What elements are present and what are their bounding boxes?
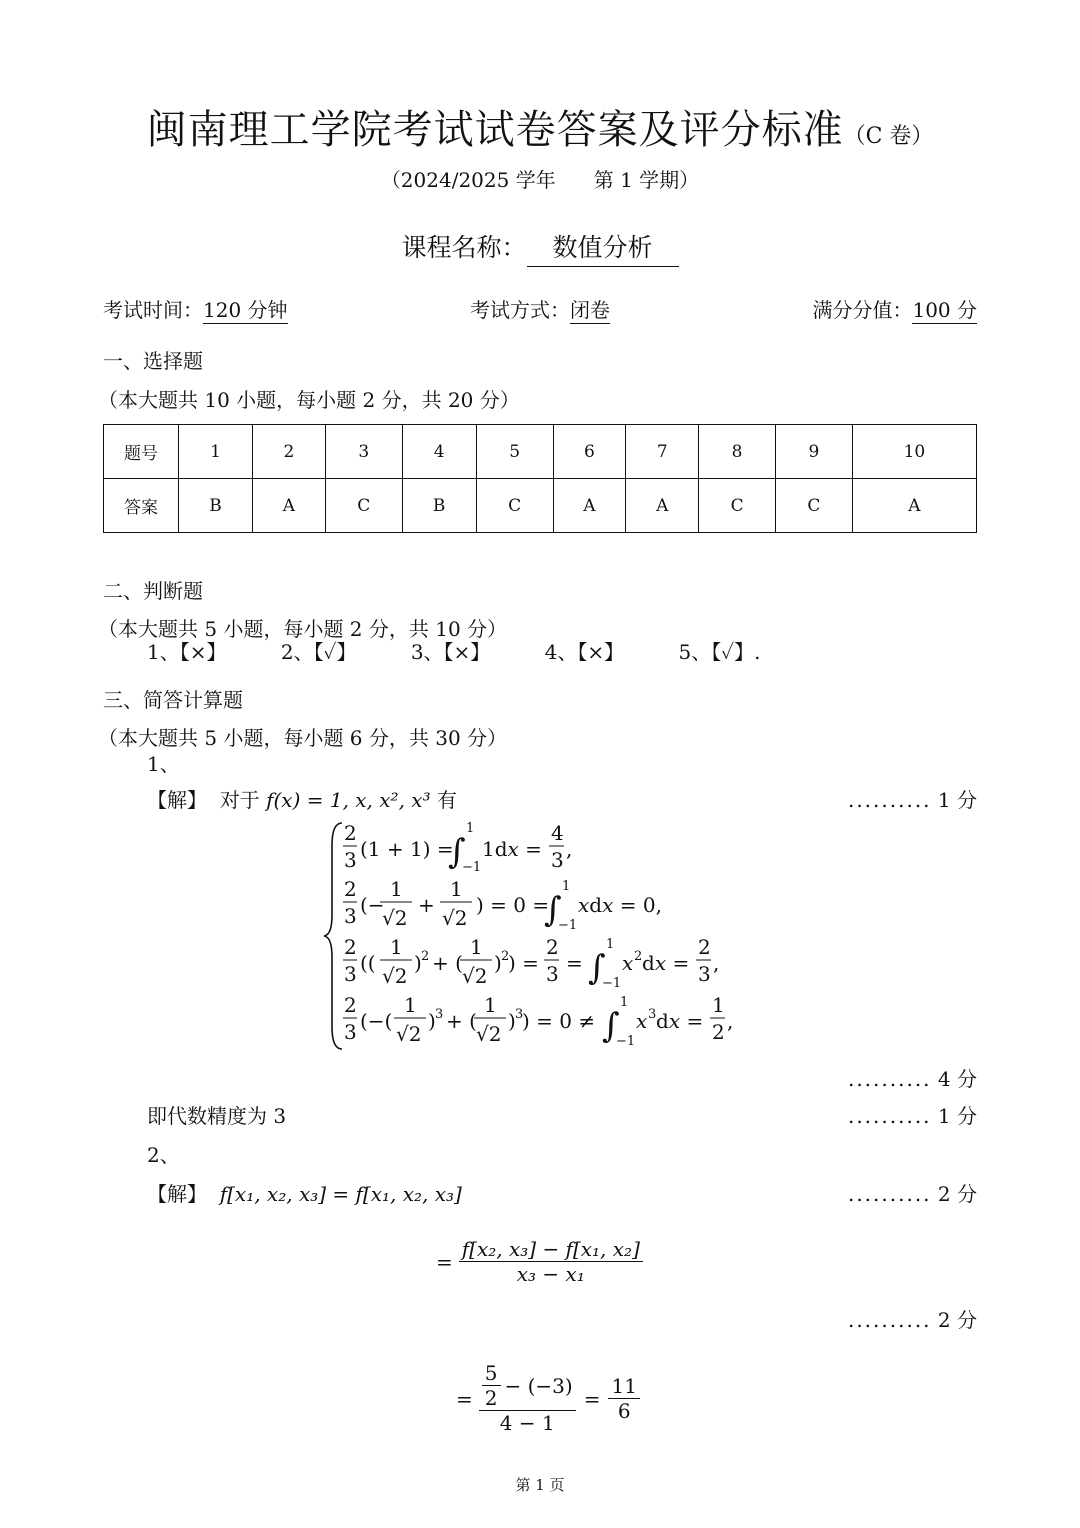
solution-label: 【解】 bbox=[147, 1182, 207, 1206]
score-mark: .......... 2 分 bbox=[847, 1308, 977, 1332]
answer-table bbox=[103, 424, 977, 533]
table-cell: 2 bbox=[253, 425, 326, 479]
svg-text:dx =: dx = bbox=[642, 951, 690, 975]
function-list: f(x) = 1, x, x², x³ bbox=[266, 788, 431, 812]
judgement-item: 4、【×】 bbox=[544, 640, 625, 664]
solution-intro-text: 对于 bbox=[219, 788, 260, 812]
svg-text:∫: ∫ bbox=[588, 948, 606, 988]
section2-title: 二、判断题 bbox=[103, 579, 203, 603]
svg-text:,: , bbox=[713, 951, 720, 975]
svg-text:2: 2 bbox=[344, 877, 357, 901]
year-text: （2024/2025 学年 bbox=[380, 168, 556, 192]
table-header-number: 题号 bbox=[104, 425, 179, 479]
svg-text:+ (: + ( bbox=[446, 1009, 477, 1033]
title-main: 闽南理工学院考试试卷答案及评分标准 bbox=[146, 107, 844, 153]
svg-text:2: 2 bbox=[344, 935, 357, 959]
svg-text:): ) bbox=[494, 951, 502, 975]
svg-text:−1: −1 bbox=[462, 860, 482, 875]
svg-text:) =: ) = bbox=[508, 951, 539, 975]
quadrature-equation-system bbox=[322, 815, 752, 1057]
exam-time bbox=[103, 294, 288, 323]
svg-text:(−(: (−( bbox=[360, 1009, 393, 1033]
svg-text:2: 2 bbox=[698, 935, 711, 959]
table-cell: 6 bbox=[553, 425, 626, 479]
svg-text:√2: √2 bbox=[382, 964, 408, 988]
exam-time-value: 120 分钟 bbox=[203, 298, 288, 322]
svg-text:xdx = 0,: xdx = 0, bbox=[578, 893, 662, 917]
table-cell: B bbox=[179, 479, 253, 533]
svg-text:1: 1 bbox=[450, 877, 463, 901]
svg-text:3: 3 bbox=[344, 848, 357, 872]
svg-text:√2: √2 bbox=[396, 1022, 422, 1046]
svg-text:3: 3 bbox=[546, 962, 559, 986]
question1-number: 1、 bbox=[147, 752, 180, 776]
judgement-item: 2、【✓】 bbox=[280, 640, 357, 664]
term-text: 第 1 学期） bbox=[593, 168, 700, 192]
svg-text:2: 2 bbox=[344, 821, 357, 845]
judgement-answers bbox=[147, 636, 809, 665]
full-score bbox=[812, 294, 977, 323]
svg-text:−1: −1 bbox=[602, 976, 622, 991]
table-cell: A bbox=[553, 479, 626, 533]
svg-text:3: 3 bbox=[344, 904, 357, 928]
table-cell: 5 bbox=[476, 425, 553, 479]
solution-have-text: 有 bbox=[436, 788, 457, 812]
table-cell: B bbox=[402, 479, 476, 533]
table-cell: 8 bbox=[699, 425, 776, 479]
table-cell: 10 bbox=[852, 425, 976, 479]
svg-text:−1: −1 bbox=[616, 1034, 636, 1049]
table-cell: C bbox=[476, 479, 553, 533]
section1-title: 一、选择题 bbox=[103, 349, 203, 373]
svg-text:+: + bbox=[418, 893, 435, 917]
svg-text:((: (( bbox=[360, 951, 376, 975]
svg-text:√2: √2 bbox=[462, 964, 488, 988]
exam-mode-label: 考试方式： bbox=[470, 298, 570, 322]
table-cell: C bbox=[776, 479, 853, 533]
section3-note: （本大题共 5 小题，每小题 6 分，共 30 分） bbox=[98, 726, 508, 750]
svg-text:1: 1 bbox=[390, 935, 403, 959]
svg-text:1: 1 bbox=[484, 993, 497, 1017]
svg-text:1: 1 bbox=[466, 821, 475, 836]
svg-text:3: 3 bbox=[435, 1007, 444, 1022]
svg-text:) = 0 ≠: ) = 0 ≠ bbox=[522, 1009, 596, 1033]
svg-text:2: 2 bbox=[634, 949, 643, 964]
svg-text:(1 + 1) =: (1 + 1) = bbox=[360, 837, 454, 861]
svg-text:2: 2 bbox=[501, 949, 510, 964]
course-label: 课程名称： bbox=[401, 233, 527, 262]
exam-mode bbox=[470, 294, 610, 323]
svg-text:3: 3 bbox=[648, 1007, 657, 1022]
svg-text:): ) bbox=[414, 951, 422, 975]
page-number: 第 1 页 bbox=[515, 1476, 565, 1494]
svg-text:2: 2 bbox=[344, 993, 357, 1017]
divided-difference-formula: = $\frac{\text{f[x₂, x₃] − f[x₁, x₂]}}{\text{x₃ − x₁}}$ bbox=[436, 1238, 643, 1286]
table-cell: 7 bbox=[626, 425, 699, 479]
table-row-numbers bbox=[104, 425, 977, 479]
full-score-label: 满分分值： bbox=[812, 298, 913, 322]
fraction-denominator: 4 − 1 bbox=[499, 1411, 555, 1435]
svg-text:): ) bbox=[428, 1009, 436, 1033]
svg-text:1: 1 bbox=[562, 879, 571, 894]
result-fraction: $\frac{11}{6}$ bbox=[608, 1375, 639, 1423]
score-mark: .......... 2 分 bbox=[847, 1182, 977, 1206]
svg-text:1: 1 bbox=[470, 935, 483, 959]
inner-fraction: $\frac{5}{2}$ bbox=[482, 1362, 501, 1410]
academic-year bbox=[0, 164, 1080, 193]
judgement-item: 5、【✓】. bbox=[678, 640, 761, 664]
svg-text:): ) bbox=[508, 1009, 516, 1033]
score-mark: .......... 1 分 bbox=[847, 788, 977, 812]
svg-text:∫: ∫ bbox=[448, 832, 466, 872]
table-cell: 1 bbox=[179, 425, 253, 479]
svg-text:,: , bbox=[727, 1009, 734, 1033]
exam-time-label: 考试时间： bbox=[103, 298, 203, 322]
svg-text:) = 0 =: ) = 0 = bbox=[476, 893, 550, 917]
judgement-item: 1、【×】 bbox=[147, 640, 227, 664]
svg-text:1dx =: 1dx = bbox=[482, 837, 542, 861]
table-cell: A bbox=[626, 479, 699, 533]
svg-text:−1: −1 bbox=[558, 918, 578, 933]
score-mark: .......... 4 分 bbox=[847, 1067, 977, 1091]
question1-conclusion: 即代数精度为 3 bbox=[147, 1104, 287, 1128]
svg-text:dx =: dx = bbox=[656, 1009, 704, 1033]
svg-text:3: 3 bbox=[698, 962, 711, 986]
table-cell: A bbox=[852, 479, 976, 533]
fraction-numerator: $\frac{5}{2}$ − (−3) bbox=[479, 1362, 576, 1411]
score-mark: .......... 1 分 bbox=[847, 1104, 977, 1128]
course-line bbox=[0, 228, 1080, 267]
svg-text:3: 3 bbox=[344, 1020, 357, 1044]
svg-text:1: 1 bbox=[390, 877, 403, 901]
judgement-item: 3、【×】 bbox=[410, 640, 491, 664]
question2-number: 2、 bbox=[147, 1143, 180, 1167]
svg-text:2: 2 bbox=[546, 935, 559, 959]
svg-text:∫: ∫ bbox=[602, 1006, 620, 1046]
solution-label: 【解】 bbox=[147, 788, 207, 812]
section1-note: （本大题共 10 小题，每小题 2 分，共 20 分） bbox=[98, 388, 520, 412]
section3-title: 三、简答计算题 bbox=[103, 688, 243, 712]
svg-text:3: 3 bbox=[551, 848, 564, 872]
question2-solution bbox=[147, 1178, 462, 1207]
svg-text:1: 1 bbox=[404, 993, 417, 1017]
svg-text:1: 1 bbox=[712, 993, 725, 1017]
table-header-answer: 答案 bbox=[104, 479, 179, 533]
svg-text:1: 1 bbox=[620, 995, 629, 1010]
table-cell: 4 bbox=[402, 425, 476, 479]
title-suffix: （C 卷） bbox=[843, 124, 934, 149]
svg-text:(−: (− bbox=[360, 893, 385, 917]
fraction-numerator: f[x₂, x₃] − f[x₁, x₂] bbox=[459, 1238, 643, 1262]
fraction bbox=[479, 1362, 576, 1435]
svg-text:=: = bbox=[566, 951, 583, 975]
fraction bbox=[459, 1238, 643, 1286]
svg-text:√2: √2 bbox=[476, 1022, 502, 1046]
question1-solution-intro bbox=[147, 784, 457, 813]
table-cell: 9 bbox=[776, 425, 853, 479]
svg-text:3: 3 bbox=[515, 1007, 524, 1022]
svg-text:4: 4 bbox=[551, 821, 564, 845]
document-title bbox=[0, 98, 1080, 155]
divided-difference-result: = $\frac{5}{2}$ − (−3) 4 − 1 = $\frac{11}{6}$ bbox=[456, 1362, 640, 1435]
svg-text:∫: ∫ bbox=[544, 890, 562, 930]
full-score-value: 100 分 bbox=[912, 298, 977, 322]
svg-text:2: 2 bbox=[421, 949, 430, 964]
svg-text:+ (: + ( bbox=[432, 951, 463, 975]
table-cell: 3 bbox=[325, 425, 402, 479]
svg-text:,: , bbox=[566, 837, 573, 861]
svg-text:x: x bbox=[636, 1009, 648, 1033]
svg-text:1: 1 bbox=[606, 937, 615, 952]
table-row-answers bbox=[104, 479, 977, 533]
svg-text:3: 3 bbox=[344, 962, 357, 986]
svg-text:√2: √2 bbox=[382, 906, 408, 930]
svg-text:x: x bbox=[622, 951, 634, 975]
divided-difference: f[x₁, x₂, x₃] = f[x₁, x₂, x₃] bbox=[219, 1182, 462, 1206]
fraction-denominator: x₃ − x₁ bbox=[516, 1262, 585, 1286]
svg-text:2: 2 bbox=[712, 1020, 725, 1044]
course-name: 数值分析 bbox=[527, 228, 679, 267]
section2-note: （本大题共 5 小题，每小题 2 分，共 10 分） bbox=[98, 617, 508, 641]
svg-text:√2: √2 bbox=[442, 906, 468, 930]
table-cell: C bbox=[325, 479, 402, 533]
exam-mode-value: 闭卷 bbox=[570, 298, 610, 322]
table-cell: A bbox=[253, 479, 326, 533]
table-cell: C bbox=[699, 479, 776, 533]
